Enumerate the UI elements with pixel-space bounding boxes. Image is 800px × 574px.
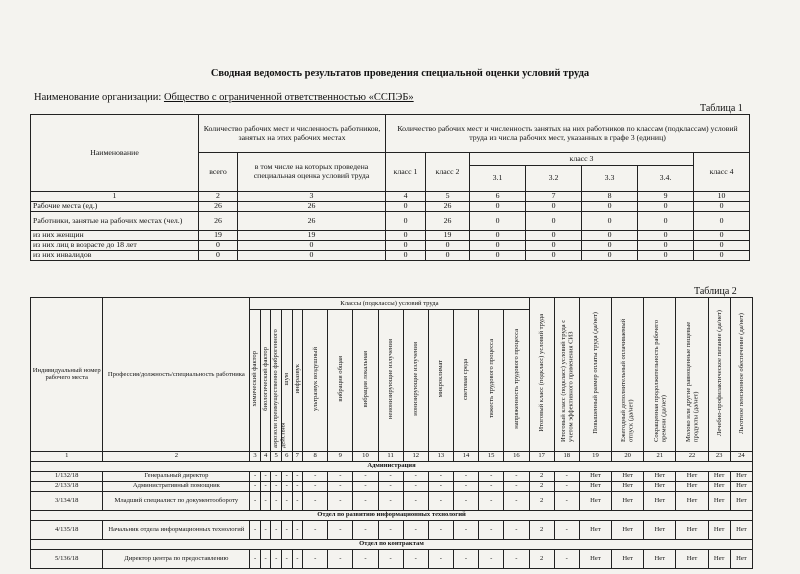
t2-factor-value: - [250, 471, 261, 481]
t1-column-numbers [31, 192, 750, 202]
t2-workplace-id: 1/132/18 [31, 471, 103, 481]
t2-header-food [708, 298, 730, 452]
t2-final-class: 2 [529, 549, 554, 568]
organization-label: Наименование организации: [34, 92, 162, 103]
t2-factor-value: - [479, 491, 504, 510]
t1-col-number: 8 [582, 192, 638, 202]
t2-factor-label: вибрация локальная [361, 350, 369, 408]
t2-factor-value: - [271, 549, 282, 568]
t1-cell: 0 [638, 202, 694, 212]
t2-factor-label: химический фактор [251, 351, 259, 407]
t2-header-final-text: Итоговый класс (подкласс) условий труда [538, 314, 545, 432]
t2-factor-value: - [428, 481, 453, 491]
t2-row [31, 471, 753, 481]
t1-cell: 0 [582, 202, 638, 212]
t1-header-class1: класс 1 [386, 153, 426, 192]
t2-factor-value: - [292, 471, 303, 481]
t2-benefit: Нет [676, 520, 708, 539]
t2-factor-value: - [328, 491, 353, 510]
t2-factor-label: биологический фактор [262, 347, 270, 411]
t1-cell: 26 [426, 212, 470, 231]
t1-cell: 19 [199, 231, 238, 241]
t2-benefit: Нет [708, 481, 730, 491]
t2-factor-value: - [250, 491, 261, 510]
t1-cell: 0 [526, 241, 582, 251]
t2-factor-value: - [292, 549, 303, 568]
t2-factor-value: - [378, 471, 403, 481]
t2-benefit: Нет [644, 471, 676, 481]
t2-factor-label: неионизирующие излучения [386, 338, 394, 420]
t1-cell: 0 [694, 241, 750, 251]
t2-factor-value: - [378, 491, 403, 510]
t2-factor-value: - [353, 520, 378, 539]
t1-row [31, 212, 750, 231]
t1-cell: 0 [526, 231, 582, 241]
t2-factor-label: микроклимат [437, 360, 445, 398]
t1-cell: 0 [638, 241, 694, 251]
t2-row [31, 491, 753, 510]
t1-cell: 0 [386, 241, 426, 251]
t2-benefit: Нет [730, 491, 752, 510]
t1-cell: 0 [470, 212, 526, 231]
t1-cell: 0 [638, 251, 694, 261]
t2-factor-value: - [453, 520, 478, 539]
t2-col-number: 9 [328, 451, 353, 461]
t1-cell: 0 [582, 251, 638, 261]
t1-cell: 19 [426, 231, 470, 241]
t2-factor-value: - [260, 520, 271, 539]
t2-col-number: 5 [271, 451, 282, 461]
t1-col-number: 3 [238, 192, 386, 202]
t2-factor-value: - [428, 471, 453, 481]
t1-row-name: из них инвалидов [31, 251, 199, 261]
t2-factor-value: - [271, 471, 282, 481]
t2-final-class-siz: - [554, 471, 579, 481]
t2-factor-value: - [353, 549, 378, 568]
t2-factor-label: вибрация общая [336, 356, 344, 402]
t2-factor-value: - [281, 520, 292, 539]
t1-row-name: Рабочие места (ед.) [31, 202, 199, 212]
t2-factor-value: - [353, 491, 378, 510]
t2-benefit: Нет [676, 491, 708, 510]
t2-factor-value: - [281, 549, 292, 568]
t1-cell: 0 [694, 251, 750, 261]
t2-col-number: 14 [453, 451, 478, 461]
t2-factor-header [378, 310, 403, 452]
t2-factor-value: - [303, 520, 328, 539]
t1-row-name: из них женщин [31, 231, 199, 241]
t1-cell: 26 [426, 202, 470, 212]
t2-benefit: Нет [612, 520, 644, 539]
t1-header-3-1: 3.1 [470, 166, 526, 192]
t1-cell: 0 [582, 241, 638, 251]
t2-header-short [644, 298, 676, 452]
t1-cell: 0 [238, 251, 386, 261]
t2-col-number: 21 [644, 451, 676, 461]
t2-workplace-id: 2/133/18 [31, 481, 103, 491]
t1-cell: 26 [238, 212, 386, 231]
t1-cell: 0 [638, 231, 694, 241]
t2-benefit: Нет [579, 549, 611, 568]
t1-cell: 0 [526, 202, 582, 212]
t2-factor-label: ультразвук воздушный [311, 347, 319, 411]
t2-row [31, 520, 753, 539]
t2-col-number: 16 [504, 451, 529, 461]
t2-benefit: Нет [579, 520, 611, 539]
t2-benefit: Нет [676, 471, 708, 481]
t2-factor-value: - [378, 481, 403, 491]
t1-col-number: 2 [199, 192, 238, 202]
t2-factor-value: - [328, 549, 353, 568]
t2-section-row [31, 510, 753, 520]
t2-header-short-text: Сокращенная продолжительность рабочего времени (да/нет) [652, 319, 667, 442]
t2-header-pension [730, 298, 752, 452]
organization-name: Общество с ограниченной ответственностью «ССПЭБ» [163, 92, 414, 103]
t2-factor-value: - [403, 471, 428, 481]
t1-cell: 0 [638, 212, 694, 231]
t2-factor-value: - [250, 481, 261, 491]
t1-cell: 0 [238, 241, 386, 251]
t1-cell: 0 [386, 202, 426, 212]
t2-factor-value: - [428, 549, 453, 568]
t2-benefit: Нет [579, 491, 611, 510]
t2-benefit: Нет [676, 481, 708, 491]
t2-factor-value: - [328, 520, 353, 539]
t1-row [31, 231, 750, 241]
t2-row [31, 549, 753, 568]
t1-col-number: 5 [426, 192, 470, 202]
t2-col-number: 18 [554, 451, 579, 461]
t2-factor-value: - [479, 481, 504, 491]
t2-col-number: 1 [31, 451, 103, 461]
t2-header-final [529, 298, 554, 452]
t2-benefit: Нет [730, 471, 752, 481]
t2-col-number: 19 [579, 451, 611, 461]
t2-benefit: Нет [708, 471, 730, 481]
t2-factor-value: - [479, 471, 504, 481]
t2-section-title: Отдел по развитию информационных технологий [31, 510, 753, 520]
t1-col-number: 6 [470, 192, 526, 202]
t2-factor-value: - [250, 549, 261, 568]
t1-cell: 0 [386, 212, 426, 231]
t1-cell: 0 [694, 212, 750, 231]
t2-factor-header [328, 310, 353, 452]
t2-factor-value: - [403, 481, 428, 491]
t2-factor-value: - [353, 471, 378, 481]
t2-header-pay-text: Повышенный размер оплаты труда (да/нет) [591, 312, 599, 434]
t2-factor-value: - [328, 471, 353, 481]
t2-col-number: 4 [260, 451, 271, 461]
t2-factor-value: - [281, 471, 292, 481]
t2-col-number: 20 [612, 451, 644, 461]
t2-section-row [31, 461, 753, 471]
t2-benefit: Нет [730, 549, 752, 568]
t2-workplace-id: 5/136/18 [31, 549, 103, 568]
t1-row-name: Работники, занятые на рабочих местах (чел.) [31, 212, 199, 231]
t2-factor-value: - [378, 549, 403, 568]
t2-final-class-siz: - [554, 491, 579, 510]
t2-factor-header [292, 310, 303, 452]
t2-benefit: Нет [708, 491, 730, 510]
t2-factor-value: - [428, 520, 453, 539]
t2-col-number: 23 [708, 451, 730, 461]
t2-benefit: Нет [644, 549, 676, 568]
t2-header-pay [579, 298, 611, 452]
t2-benefit: Нет [730, 481, 752, 491]
t2-header-final-siz-text: Итоговый класс (подкласс) условий труда с учетом эффективного применения СИЗ [559, 319, 574, 442]
t2-factor-value: - [250, 520, 261, 539]
t1-row [31, 202, 750, 212]
t2-final-class: 2 [529, 491, 554, 510]
t1-col-number: 9 [638, 192, 694, 202]
t2-factor-header [504, 310, 529, 452]
t2-factor-header [453, 310, 478, 452]
t1-col-number: 4 [386, 192, 426, 202]
t2-factor-value: - [504, 520, 529, 539]
t2-benefit: Нет [676, 549, 708, 568]
t2-benefit: Нет [612, 491, 644, 510]
t1-header-3-3: 3.3 [582, 166, 638, 192]
t2-factor-value: - [504, 549, 529, 568]
t1-header-assessed: в том числе на которых проведена специальная оценка условий труда [238, 153, 386, 192]
t2-benefit: Нет [644, 491, 676, 510]
t2-factor-header [428, 310, 453, 452]
t2-factor-value: - [403, 520, 428, 539]
t1-row [31, 251, 750, 261]
t2-benefit: Нет [579, 481, 611, 491]
t2-factor-label: напряженность трудового процесса [512, 329, 520, 429]
summary-table [30, 114, 750, 261]
t2-factor-header [479, 310, 504, 452]
t2-col-number: 2 [103, 451, 250, 461]
t2-factor-value: - [504, 491, 529, 510]
t2-profession: Директор центра по предоставлению [103, 549, 250, 568]
t2-factor-value: - [403, 491, 428, 510]
t2-factor-label: световая среда [462, 358, 470, 400]
t2-header-leave-text: Ежегодный дополнительный оплачиваемый отпуск (да/нет) [620, 318, 635, 442]
t1-cell: 0 [199, 241, 238, 251]
t2-final-class: 2 [529, 471, 554, 481]
t2-row [31, 481, 753, 491]
t1-header-name: Наименование [31, 115, 199, 192]
t2-factor-label: шум [283, 372, 291, 386]
t2-col-number: 8 [303, 451, 328, 461]
t2-header-milk [676, 298, 708, 452]
t2-factor-value: - [479, 549, 504, 568]
t2-column-numbers [31, 451, 753, 461]
t2-factor-value: - [260, 481, 271, 491]
t2-factor-value: - [271, 481, 282, 491]
t1-cell: 0 [386, 251, 426, 261]
t1-header-count: Количество рабочих мест и численность работников, занятых на этих рабочих местах [199, 115, 386, 153]
t2-factor-value: - [504, 471, 529, 481]
t1-cell: 0 [426, 251, 470, 261]
t2-factor-value: - [271, 491, 282, 510]
t1-cell: 0 [526, 251, 582, 261]
t2-factor-value: - [292, 520, 303, 539]
t2-col-number: 3 [250, 451, 261, 461]
t1-cell: 0 [526, 212, 582, 231]
t1-cell: 0 [470, 241, 526, 251]
t2-col-number: 10 [353, 451, 378, 461]
t2-factor-label: тяжесть трудового процесса [487, 339, 495, 419]
t2-profession: Начальник отдела информационных технологий [103, 520, 250, 539]
t2-factor-label: инфразвук [293, 364, 301, 394]
t2-factor-value: - [271, 520, 282, 539]
t1-cell: 0 [470, 251, 526, 261]
t2-factor-value: - [260, 471, 271, 481]
t2-factor-value: - [292, 481, 303, 491]
t2-factor-value: - [428, 491, 453, 510]
t2-benefit: Нет [644, 520, 676, 539]
t2-col-number: 13 [428, 451, 453, 461]
t1-cell: 0 [470, 202, 526, 212]
t2-factor-value: - [378, 520, 403, 539]
t2-final-class-siz: - [554, 520, 579, 539]
t2-section-title: Администрация [31, 461, 753, 471]
t1-col-number: 1 [31, 192, 199, 202]
t2-benefit: Нет [730, 520, 752, 539]
t2-section-row [31, 539, 753, 549]
t2-factor-value: - [303, 481, 328, 491]
t2-benefit: Нет [708, 549, 730, 568]
t2-benefit: Нет [612, 471, 644, 481]
t2-factor-value: - [353, 481, 378, 491]
t1-cell: 26 [199, 202, 238, 212]
t2-factor-value: - [453, 491, 478, 510]
t2-profession: Административный помощник [103, 481, 250, 491]
t1-cell: 0 [582, 231, 638, 241]
t1-cell: 0 [582, 212, 638, 231]
t2-factor-value: - [303, 491, 328, 510]
t1-cell: 0 [694, 231, 750, 241]
t1-col-number: 10 [694, 192, 750, 202]
t2-header-profession: Профессия/должность/специальность работника [103, 298, 250, 452]
t1-row-name: из них лиц в возрасте до 18 лет [31, 241, 199, 251]
t1-header-class3: класс 3 [470, 153, 694, 166]
t2-factor-value: - [403, 549, 428, 568]
t2-header-milk-text: Молоко или другие равноценные пищевые продукты (да/нет) [684, 321, 699, 442]
t2-col-number: 22 [676, 451, 708, 461]
organization-line [34, 92, 414, 103]
t2-header-pension-text: Льготное пенсионное обеспечение (да/нет) [737, 312, 745, 434]
t2-col-number: 6 [281, 451, 292, 461]
t2-factor-header [250, 310, 261, 452]
t2-col-number: 7 [292, 451, 303, 461]
t2-benefit: Нет [579, 471, 611, 481]
t2-factor-value: - [281, 481, 292, 491]
t1-header-total: всего [199, 153, 238, 192]
t2-col-number: 17 [529, 451, 554, 461]
t1-cell: 0 [694, 202, 750, 212]
t1-cell: 26 [238, 202, 386, 212]
t2-profession: Генеральный директор [103, 471, 250, 481]
t2-factor-value: - [453, 481, 478, 491]
t1-cell: 0 [199, 251, 238, 261]
t1-cell: 19 [238, 231, 386, 241]
t1-row [31, 241, 750, 251]
t2-factor-header [353, 310, 378, 452]
t2-header-final-siz [554, 298, 579, 452]
t2-factor-value: - [453, 549, 478, 568]
t2-header-leave [612, 298, 644, 452]
t1-cell: 0 [426, 241, 470, 251]
t2-final-class: 2 [529, 520, 554, 539]
t2-final-class-siz: - [554, 549, 579, 568]
table1-label: Таблица 1 [700, 103, 743, 114]
t2-col-number: 12 [403, 451, 428, 461]
t2-factor-header [403, 310, 428, 452]
t1-header-classes: Количество рабочих мест и численность занятых на них работников по классам (подклассам) условий труда из числа рабочих мест, указанных в графе 3 (единиц) [386, 115, 750, 153]
t1-cell: 0 [470, 231, 526, 241]
t1-header-class2: класс 2 [426, 153, 470, 192]
t1-col-number: 7 [526, 192, 582, 202]
t2-profession: Младший специалист по документообороту [103, 491, 250, 510]
t2-header-id: Индивидуальный номер рабочего места [31, 298, 103, 452]
t2-section-title: Отдел по контрактам [31, 539, 753, 549]
t2-header-classes: Классы (подклассы) условий труда [250, 298, 529, 310]
t2-col-number: 11 [378, 451, 403, 461]
t2-benefit: Нет [644, 481, 676, 491]
t2-workplace-id: 3/134/18 [31, 491, 103, 510]
document-title: Сводная ведомость результатов проведения специальной оценки условий труда [210, 68, 590, 79]
t2-benefit: Нет [612, 481, 644, 491]
t2-benefit: Нет [612, 549, 644, 568]
t2-factor-value: - [260, 491, 271, 510]
t2-col-number: 15 [479, 451, 504, 461]
t2-factor-value: - [303, 471, 328, 481]
t1-header-class4: класс 4 [694, 153, 750, 192]
t2-workplace-id: 4/135/18 [31, 520, 103, 539]
workplaces-table [30, 297, 753, 569]
t2-factor-value: - [453, 471, 478, 481]
t2-factor-value: - [479, 520, 504, 539]
t2-factor-value: - [328, 481, 353, 491]
t2-factor-value: - [260, 549, 271, 568]
t2-factor-header [260, 310, 271, 452]
t2-header-food-text: Лечебно-профилактическое питание (да/нет) [715, 309, 723, 437]
t1-header-3-2: 3.2 [526, 166, 582, 192]
t2-factor-label: ионизирующие излучения [412, 342, 420, 416]
t1-cell: 0 [386, 231, 426, 241]
t1-header-3-4: 3.4. [638, 166, 694, 192]
t2-factor-label: аэрозоли преимущественно фиброгенного действия [272, 329, 287, 448]
t2-factor-header [303, 310, 328, 452]
t2-factor-value: - [292, 491, 303, 510]
t1-cell: 26 [199, 212, 238, 231]
t2-factor-value: - [281, 491, 292, 510]
t2-final-class: 2 [529, 481, 554, 491]
t2-col-number: 24 [730, 451, 752, 461]
t2-benefit: Нет [708, 520, 730, 539]
table2-label: Таблица 2 [694, 286, 737, 297]
t2-factor-value: - [504, 481, 529, 491]
t2-factor-value: - [303, 549, 328, 568]
t2-final-class-siz: - [554, 481, 579, 491]
